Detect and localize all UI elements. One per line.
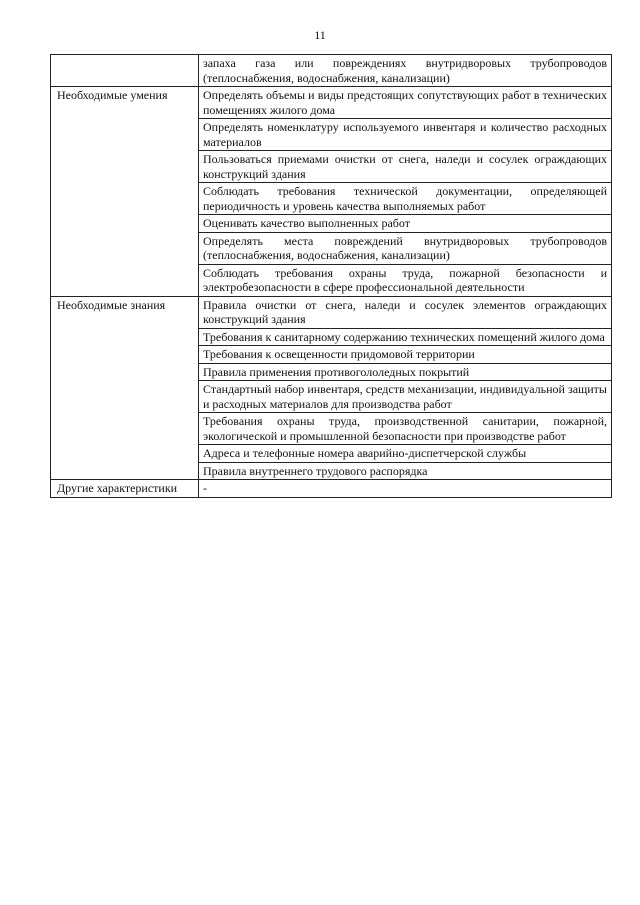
table-cell-text: Адреса и телефонные номера аварийно-диспетчерской службы	[199, 445, 612, 463]
table-row	[51, 480, 612, 498]
table-cell-text: Определять номенклатуру используемого инвентаря и количество расходных материалов	[199, 119, 612, 151]
table-cell-text: Требования к освещенности придомовой территории	[199, 346, 612, 364]
table-row	[51, 55, 612, 87]
table-cell-text: Определять объемы и виды предстоящих сопутствующих работ в технических помещениях жилого дома	[199, 87, 612, 119]
table-cell-text: Оценивать качество выполненных работ	[199, 215, 612, 233]
table-cell-text: Требования охраны труда, производственной санитарии, пожарной, экологической и промышленной безопасности при производстве работ	[199, 413, 612, 445]
row-label-required-knowledge: Необходимые знания	[51, 296, 199, 480]
table-cell-text: Требования к санитарному содержанию технических помещений жилого дома	[199, 328, 612, 346]
table-cell-text: Правила внутреннего трудового распорядка	[199, 462, 612, 480]
row-label-required-skills: Необходимые умения	[51, 87, 199, 297]
table-cell-text: -	[199, 480, 612, 498]
table-cell-text: Правила очистки от снега, наледи и сосулек элементов ограждающих конструкций здания	[199, 296, 612, 328]
table-cell-text: Пользоваться приемами очистки от снега, наледи и сосулек ограждающих конструкций здания	[199, 151, 612, 183]
table-cell-text: Соблюдать требования технической документации, определяющей периодичность и уровень качества выполняемых работ	[199, 183, 612, 215]
requirements-table	[50, 54, 612, 498]
row-label-continuation	[51, 55, 199, 87]
table-row	[51, 296, 612, 328]
table-cell-text: запаха газа или повреждениях внутридворовых трубопроводов (теплоснабжения, водоснабжения, канализации)	[199, 55, 612, 87]
table-cell-text: Определять места повреждений внутридворовых трубопроводов (теплоснабжения, водоснабжения, канализации)	[199, 232, 612, 264]
table-cell-text: Стандартный набор инвентаря, средств механизации, индивидуальной защиты и расходных материалов для производства работ	[199, 381, 612, 413]
table-row	[51, 87, 612, 119]
table-cell-text: Правила применения противогололедных покрытий	[199, 363, 612, 381]
table-cell-text: Соблюдать требования охраны труда, пожарной безопасности и электробезопасности в сфере профессиональной деятельности	[199, 264, 612, 296]
page-number: 11	[314, 28, 326, 42]
row-label-other-characteristics: Другие характеристики	[51, 480, 199, 498]
